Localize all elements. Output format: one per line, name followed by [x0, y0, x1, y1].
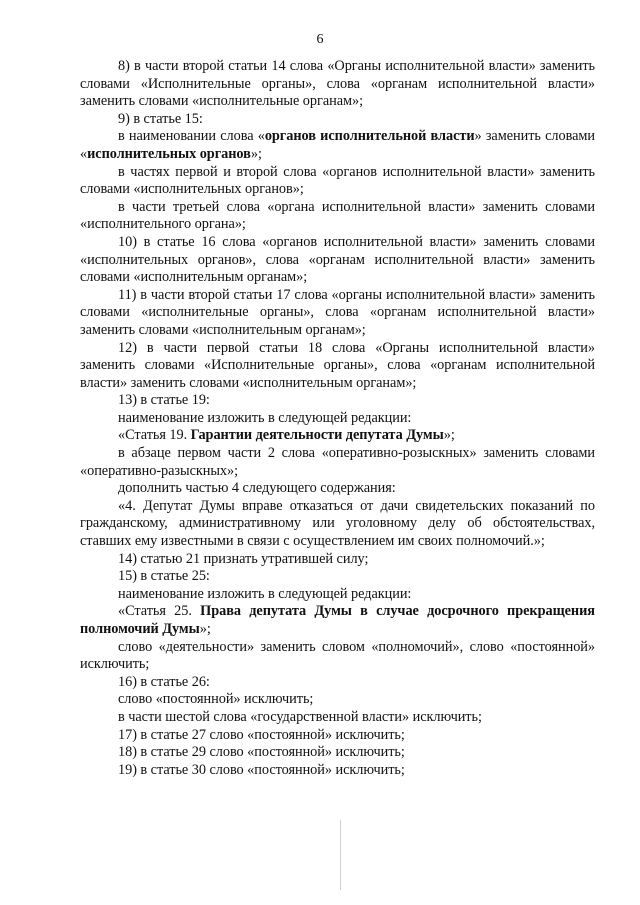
- text-run: слово «постоянной» исключить;: [118, 691, 314, 708]
- paragraph: [80, 674, 595, 692]
- text-run: дополнить частью 4 следующего содержания:: [118, 480, 396, 497]
- text-run: 9) в статье 15:: [118, 110, 203, 127]
- paragraph: [80, 744, 595, 762]
- text-run: » заменить словами «: [80, 128, 595, 162]
- paragraph: [80, 287, 595, 340]
- text-run: 10) в статье 16 слова «органов исполнительной власти» заменить словами «исполнительных органов», слова «органам исполнительной власти» заменить словами «исполнительным органам»;: [80, 233, 595, 286]
- text-run: 11) в части второй статьи 17 слова «органы исполнительной власти» заменить словами «исполнительные органы», слова «органам исполнительной власти» заменить словами «исполнительным органам»;: [80, 286, 595, 338]
- paragraph: [80, 691, 595, 709]
- paragraph: [80, 709, 595, 727]
- paragraph: [80, 586, 595, 604]
- paragraph: [80, 480, 595, 498]
- text-run: »;: [250, 145, 262, 162]
- paragraph: [80, 128, 595, 163]
- text-run: »;: [443, 427, 455, 444]
- paragraph: [80, 427, 595, 445]
- paragraph: [80, 762, 595, 780]
- paragraph: [80, 727, 595, 745]
- text-run: 14) статью 21 признать утратившей силу;: [118, 550, 369, 567]
- paragraph: [80, 568, 595, 586]
- text-run: в абзаце первом части 2 слова «оперативно-розыскных» заменить словами «оперативно-разыскных»;: [80, 445, 595, 479]
- paragraph: [80, 498, 595, 551]
- text-run: »;: [199, 621, 211, 637]
- paragraph: [80, 639, 595, 674]
- paragraph: [80, 234, 595, 287]
- text-run: в части третьей слова «органа исполнительной власти» заменить словами «исполнительного органа»;: [80, 198, 595, 233]
- scan-artifact-line: [340, 820, 341, 890]
- text-run: «Статья 19.: [118, 427, 191, 444]
- paragraph: [80, 340, 595, 393]
- document-body: [80, 58, 595, 779]
- paragraph: [80, 111, 595, 129]
- text-run: наименование изложить в следующей редакции:: [118, 585, 412, 602]
- text-run: 16) в статье 26:: [118, 673, 210, 690]
- text-run: 17) в статье 27 слово «постоянной» исключить;: [118, 726, 405, 743]
- paragraph: [80, 164, 595, 199]
- text-run: «4. Депутат Думы вправе отказаться от дачи свидетельских показаний по гражданскому, административному или уголовному делу об обстоятельствах, ставших ему известными в связи с осуществлением им своих полномочий.»;: [80, 497, 595, 550]
- bold-text: исполнительных органов: [87, 145, 251, 162]
- text-run: 18) в статье 29 слово «постоянной» исключить;: [118, 744, 405, 761]
- text-run: в частях первой и второй слова «органов исполнительной власти» заменить словами «исполнительных органов»;: [80, 163, 595, 198]
- text-run: 15) в статье 25:: [118, 568, 210, 585]
- text-run: слово «деятельности» заменить словом «полномочий», слово «постоянной» исключить;: [80, 638, 595, 673]
- text-run: 13) в статье 19:: [118, 392, 210, 409]
- text-run: в наименовании слова «: [118, 128, 265, 145]
- paragraph: [80, 603, 595, 638]
- bold-text: органов исполнительной власти: [264, 128, 475, 145]
- text-run: 8) в части второй статьи 14 слова «Органы исполнительной власти» заменить словами «Исполнительные органы», слова «органам исполнительной власти» заменить словами «исполнительные органам»;: [80, 58, 595, 110]
- bold-text: Гарантии деятельности депутата Думы: [190, 427, 444, 444]
- paragraph: [80, 199, 595, 234]
- paragraph: [80, 392, 595, 410]
- text-run: «Статья 25.: [118, 603, 201, 620]
- text-run: наименование изложить в следующей редакции:: [118, 409, 412, 426]
- page-number: 6: [316, 32, 324, 47]
- bold-text: Права депутата Думы в случае досрочного прекращения полномочий Думы: [80, 603, 595, 637]
- paragraph: [80, 410, 595, 428]
- text-run: 19) в статье 30 слово «постоянной» исключить;: [118, 761, 405, 778]
- paragraph: [80, 445, 595, 480]
- text-run: в части шестой слова «государственной власти» исключить;: [118, 708, 482, 725]
- text-run: 12) в части первой статьи 18 слова «Органы исполнительной власти» заменить словами «Исполнительные органы», слова «органам исполнительной власти» заменить словами «исполнительным органам»;: [80, 339, 595, 391]
- paragraph: [80, 58, 595, 111]
- paragraph: [80, 551, 595, 569]
